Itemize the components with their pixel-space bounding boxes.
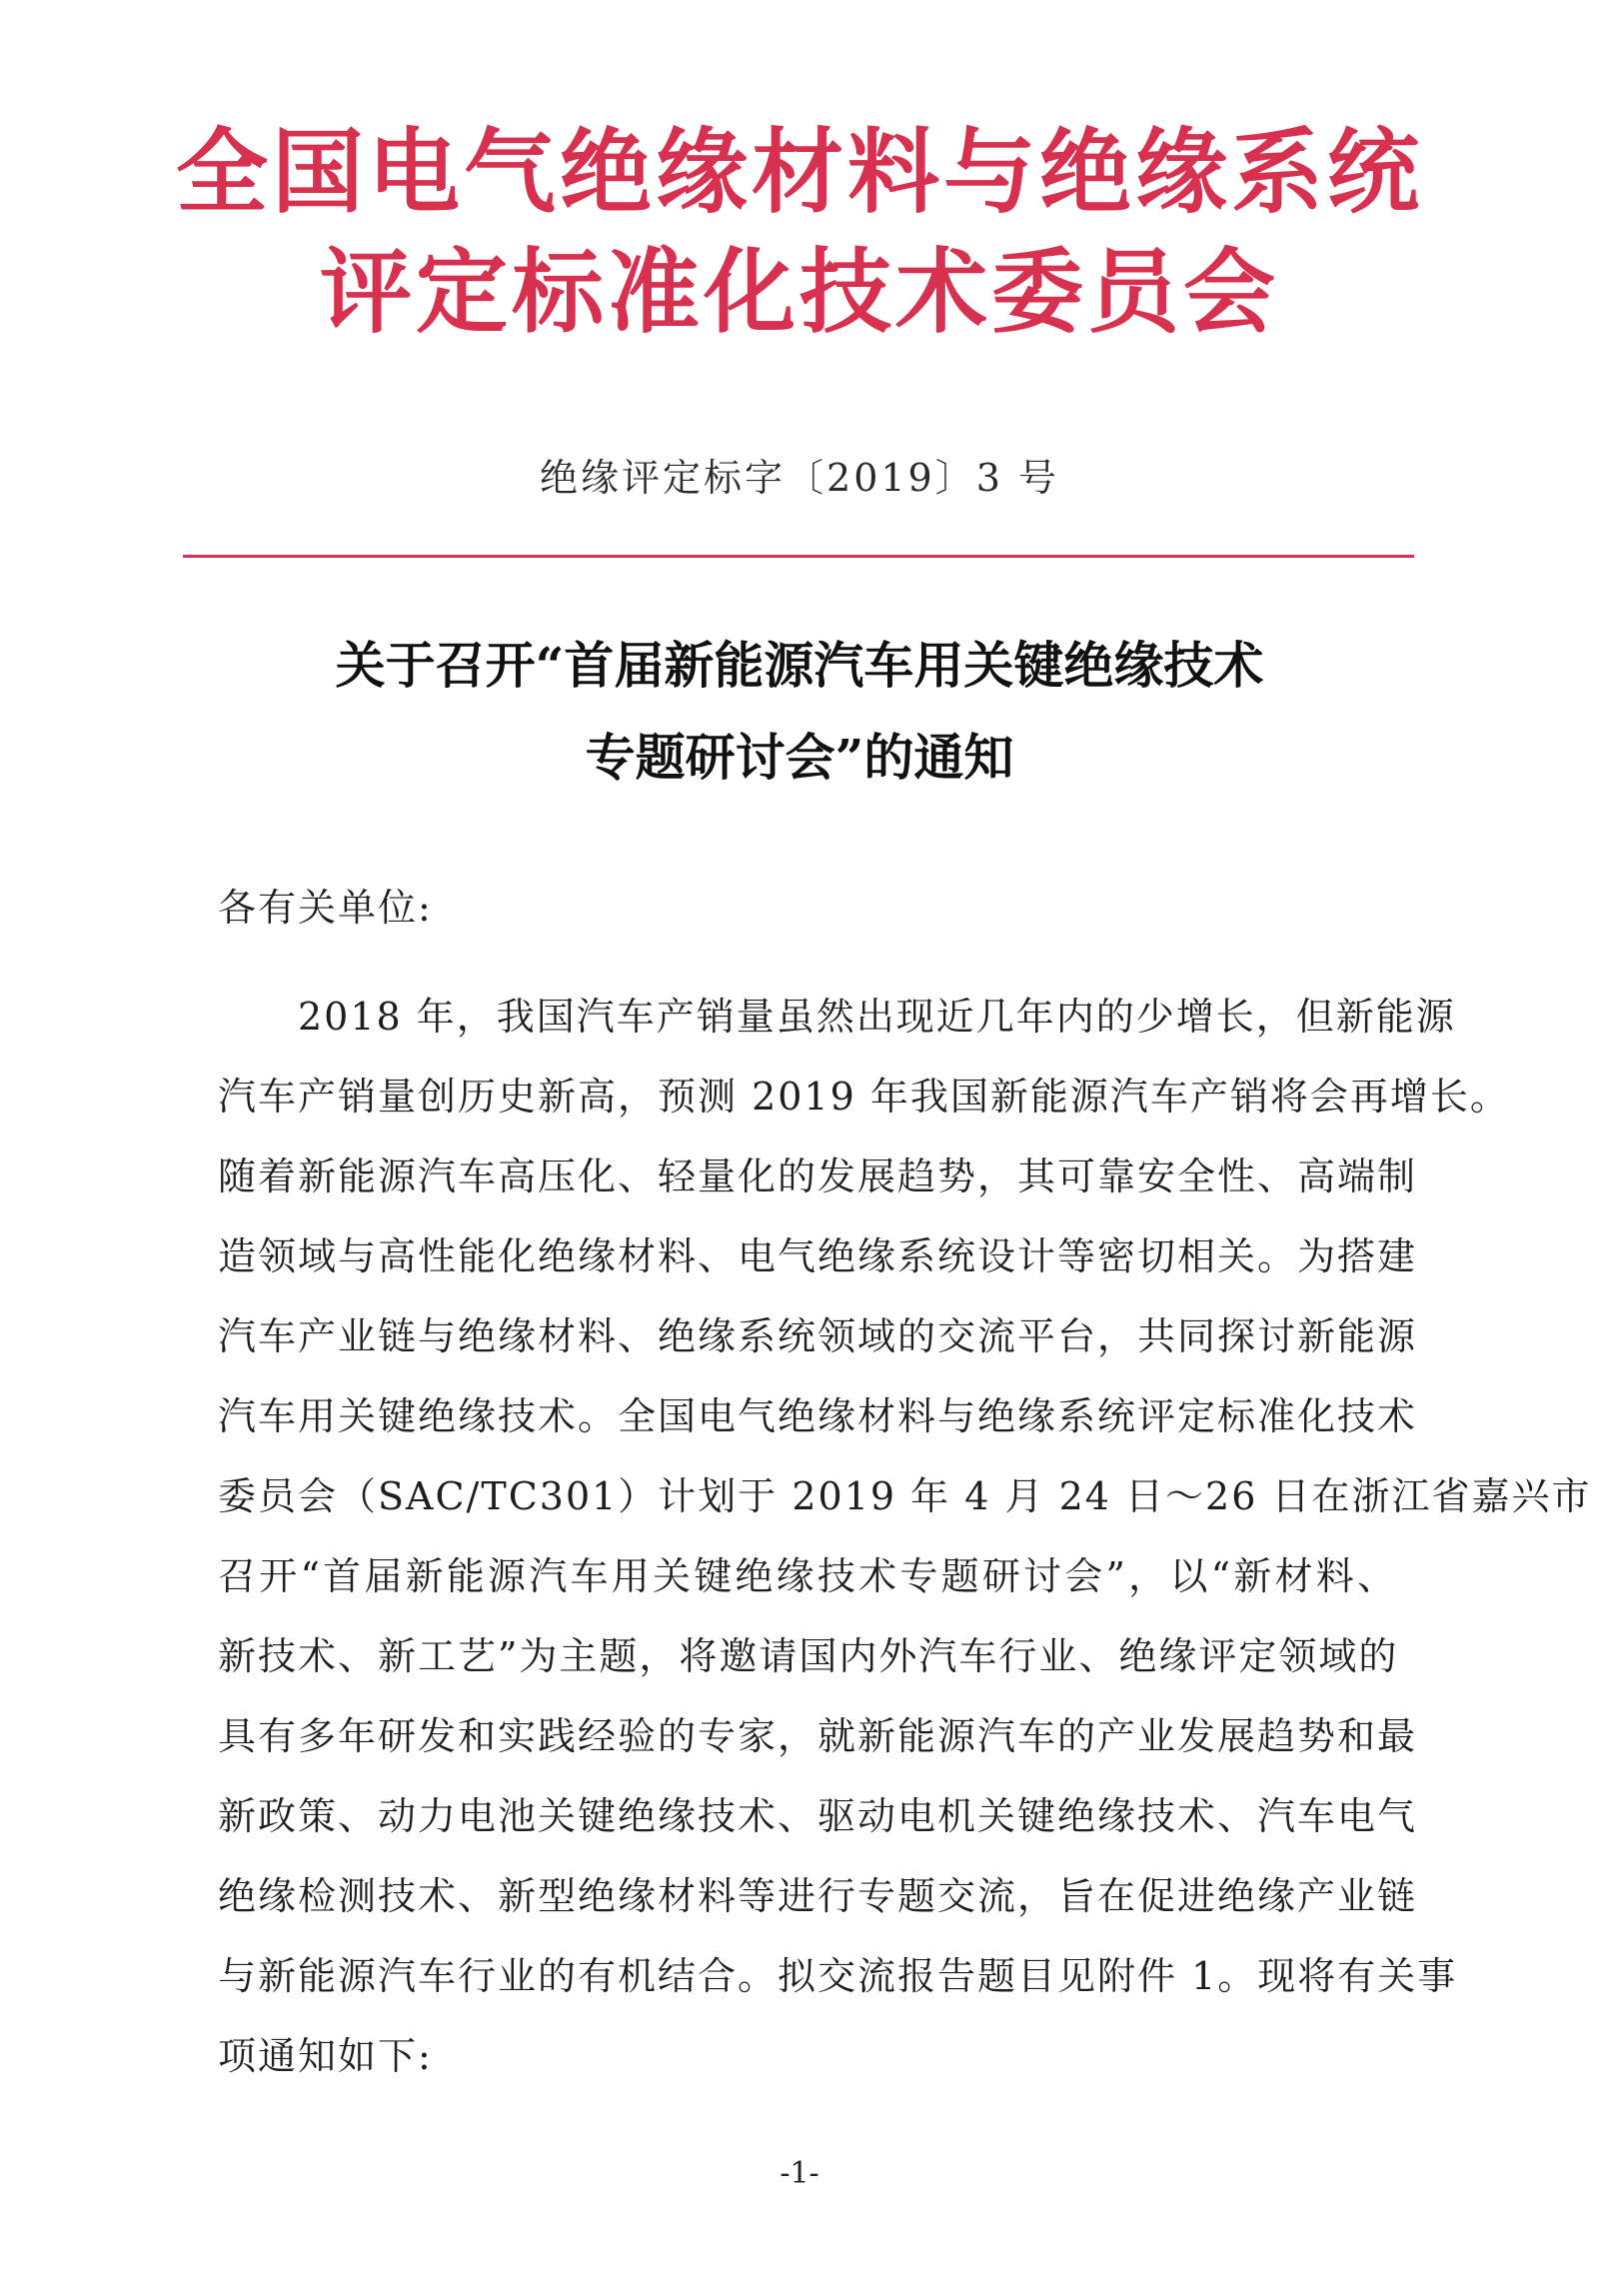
org-name-line1: 全国电气绝缘材料与绝缘系统	[175, 118, 1423, 226]
salutation: 各有关单位:	[218, 886, 433, 930]
body-line: 委员会（SAC/TC301）计划于 2019 年 4 月 24 日～26 日在浙江省嘉兴市	[218, 1474, 1592, 1518]
body-line: 新技术、新工艺”为主题，将邀请国内外汽车行业、绝缘评定领域的	[218, 1634, 1399, 1678]
body-line: 汽车产业链与绝缘材料、绝缘系统领域的交流平台，共同探讨新能源	[218, 1314, 1418, 1358]
body-line: 召开“首届新能源汽车用关键绝缘技术专题研讨会”，以“新材料、	[218, 1554, 1397, 1598]
body-line: 随着新能源汽车高压化、轻量化的发展趋势，其可靠安全性、高端制	[218, 1154, 1418, 1198]
notice-title	[0, 620, 1599, 804]
body-line: 绝缘检测技术、新型绝缘材料等进行专题交流，旨在促进绝缘产业链	[218, 1874, 1418, 1918]
body-line: 2018 年，我国汽车产销量虽然出现近几年内的少增长，但新能源	[218, 995, 1456, 1039]
header-divider	[183, 555, 1414, 558]
body-line: 项通知如下:	[218, 2034, 433, 2078]
body-line: 具有多年研发和实践经验的专家，就新能源汽车的产业发展趋势和最	[218, 1714, 1418, 1758]
body-line: 新政策、动力电池关键绝缘技术、驱动电机关键绝缘技术、汽车电气	[218, 1794, 1418, 1838]
notice-title-line1: 关于召开“首届新能源汽车用关键绝缘技术	[335, 636, 1264, 695]
org-name-line2: 评定标准化技术委员会	[319, 238, 1279, 346]
body-line: 汽车用关键绝缘技术。全国电气绝缘材料与绝缘系统评定标准化技术	[218, 1394, 1418, 1438]
body-line: 造领域与高性能化绝缘材料、电气绝缘系统设计等密切相关。为搭建	[218, 1234, 1418, 1278]
body-line: 与新能源汽车行业的有机结合。拟交流报告题目见附件 1。现将有关事	[218, 1954, 1458, 1998]
org-letterhead	[0, 112, 1599, 352]
body-paragraph	[218, 977, 1592, 2096]
notice-title-line2: 专题研讨会”的通知	[585, 728, 1014, 787]
body-line: 汽车产销量创历史新高，预测 2019 年我国新能源汽车产销将会再增长。	[218, 1075, 1510, 1119]
page-number: -1-	[780, 2156, 819, 2191]
document-number: 绝缘评定标字〔2019〕3 号	[540, 456, 1059, 500]
